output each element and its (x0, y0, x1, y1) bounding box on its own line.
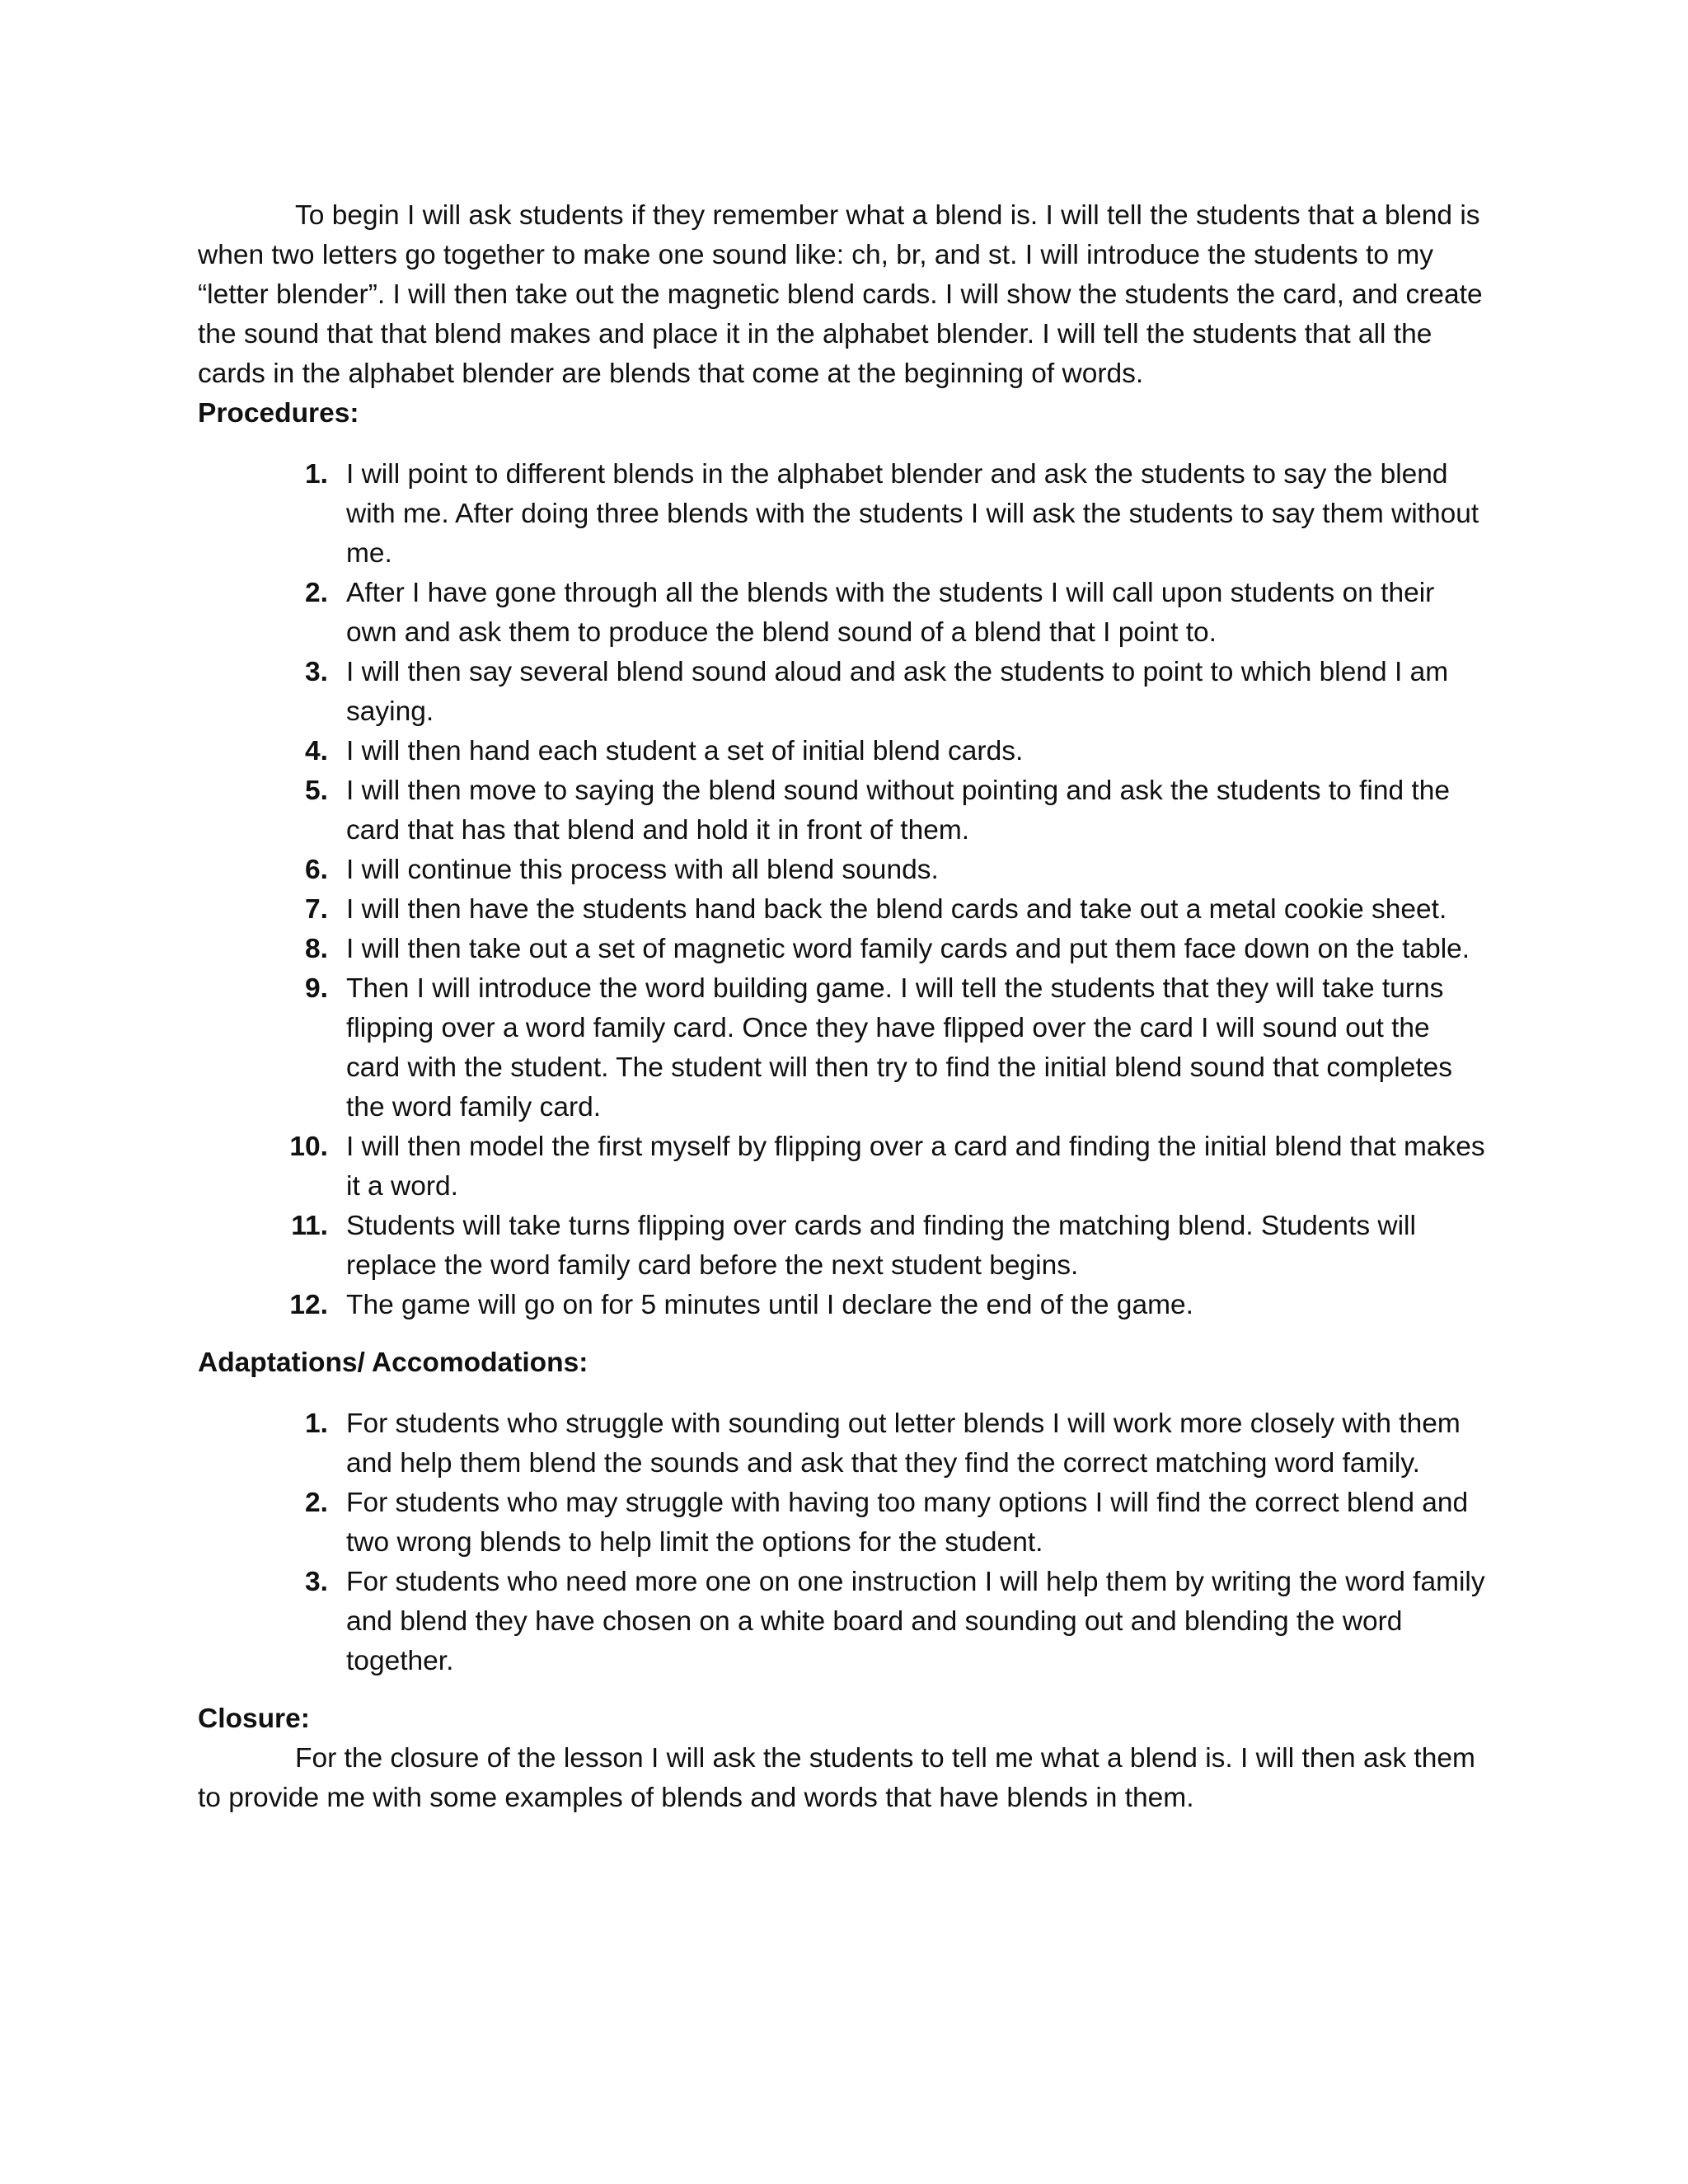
adaptations-list (198, 1404, 1490, 1681)
list-item (198, 890, 1490, 930)
item-number: 10. (289, 1132, 328, 1162)
item-text: For students who struggle with sounding out letter blends I will work more closely with them and help them blend the sounds and ask that they find the correct matching word family. (346, 1408, 1461, 1479)
list-item (198, 1207, 1490, 1286)
item-text: I will then take out a set of magnetic word family cards and put them face down on the table. (346, 934, 1470, 964)
closure-heading: Closure: (198, 1704, 310, 1734)
procedures-heading: Procedures: (198, 398, 359, 429)
item-number: 5. (305, 776, 328, 806)
procedures-list (198, 455, 1490, 1325)
list-item (198, 1127, 1490, 1207)
item-number: 2. (305, 578, 328, 608)
item-text: I will point to different blends in the alphabet blender and ask the students to say the blend with me. After doing three blends with the students I will ask the students to say them without me. (346, 459, 1479, 569)
item-text: I will then say several blend sound aloud and ask the students to point to which blend I am saying. (346, 657, 1449, 727)
item-number: 6. (305, 855, 328, 885)
item-number: 1. (305, 1408, 328, 1439)
list-item (198, 1404, 1490, 1483)
item-text: I will then model the first myself by flipping over a card and finding the initial blend that makes it a word. (346, 1132, 1485, 1202)
list-item (198, 455, 1490, 574)
item-text: Students will take turns flipping over cards and finding the matching blend. Students will replace the word family card before the next student begins. (346, 1211, 1416, 1281)
list-item (198, 574, 1490, 653)
item-number: 3. (305, 1567, 328, 1597)
item-number: 8. (305, 934, 328, 964)
item-text: The game will go on for 5 minutes until I declare the end of the game. (346, 1290, 1193, 1320)
item-text: For students who may struggle with having too many options I will find the correct blend and two wrong blends to help limit the options for the student. (346, 1488, 1469, 1558)
list-item (198, 969, 1490, 1127)
list-item (198, 1286, 1490, 1325)
item-text: After I have gone through all the blends with the students I will call upon students on their own and ask them to produce the blend sound of a blend that I point to. (346, 578, 1435, 648)
item-text: I will then move to saying the blend sound without pointing and ask the students to find the card that has that blend and hold it in front of them. (346, 776, 1451, 846)
item-number: 1. (305, 459, 328, 490)
item-text: Then I will introduce the word building game. I will tell the students that they will take turns flipping over a word family card. Once they have flipped over the card I will sound out the card with the student. The student will then try to find the initial blend sound that completes the word family card. (346, 973, 1453, 1122)
closure-paragraph: For the closure of the lesson I will ask the students to tell me what a blend is. I will then ask them to provide me with some examples of blends and words that have blends in them. (198, 1743, 1475, 1813)
list-item (198, 771, 1490, 851)
list-item (198, 732, 1490, 771)
list-item (198, 653, 1490, 732)
item-text: For students who need more one on one instruction I will help them by writing the word family and blend they have chosen on a white board and sounding out and blending the word together. (346, 1567, 1485, 1676)
list-item (198, 851, 1490, 890)
item-text: I will then hand each student a set of initial blend cards. (346, 736, 1024, 766)
item-number: 9. (305, 973, 328, 1004)
adaptations-heading: Adaptations/ Accomodations: (198, 1347, 588, 1378)
item-text: I will continue this process with all blend sounds. (346, 855, 939, 885)
item-number: 4. (305, 736, 328, 766)
intro-paragraph: To begin I will ask students if they remember what a blend is. I will tell the students that a blend is when two letters go together to make one sound like: ch, br, and st. I will introduce the students to my “letter blender”. I will then take out the magnetic blend cards. I will show the students the card, and create the sound that that blend makes and place it in the alphabet blender. I will tell the students that all the cards in the alphabet blender are blends that come at the beginning of words. (198, 200, 1483, 389)
item-number: 2. (305, 1488, 328, 1518)
list-item (198, 1563, 1490, 1681)
item-number: 3. (305, 657, 328, 687)
item-number: 7. (305, 894, 328, 925)
list-item (198, 930, 1490, 969)
item-text: I will then have the students hand back the blend cards and take out a metal cookie sheet. (346, 894, 1447, 925)
list-item (198, 1483, 1490, 1563)
item-number: 12. (289, 1290, 328, 1320)
item-number: 11. (291, 1211, 328, 1241)
